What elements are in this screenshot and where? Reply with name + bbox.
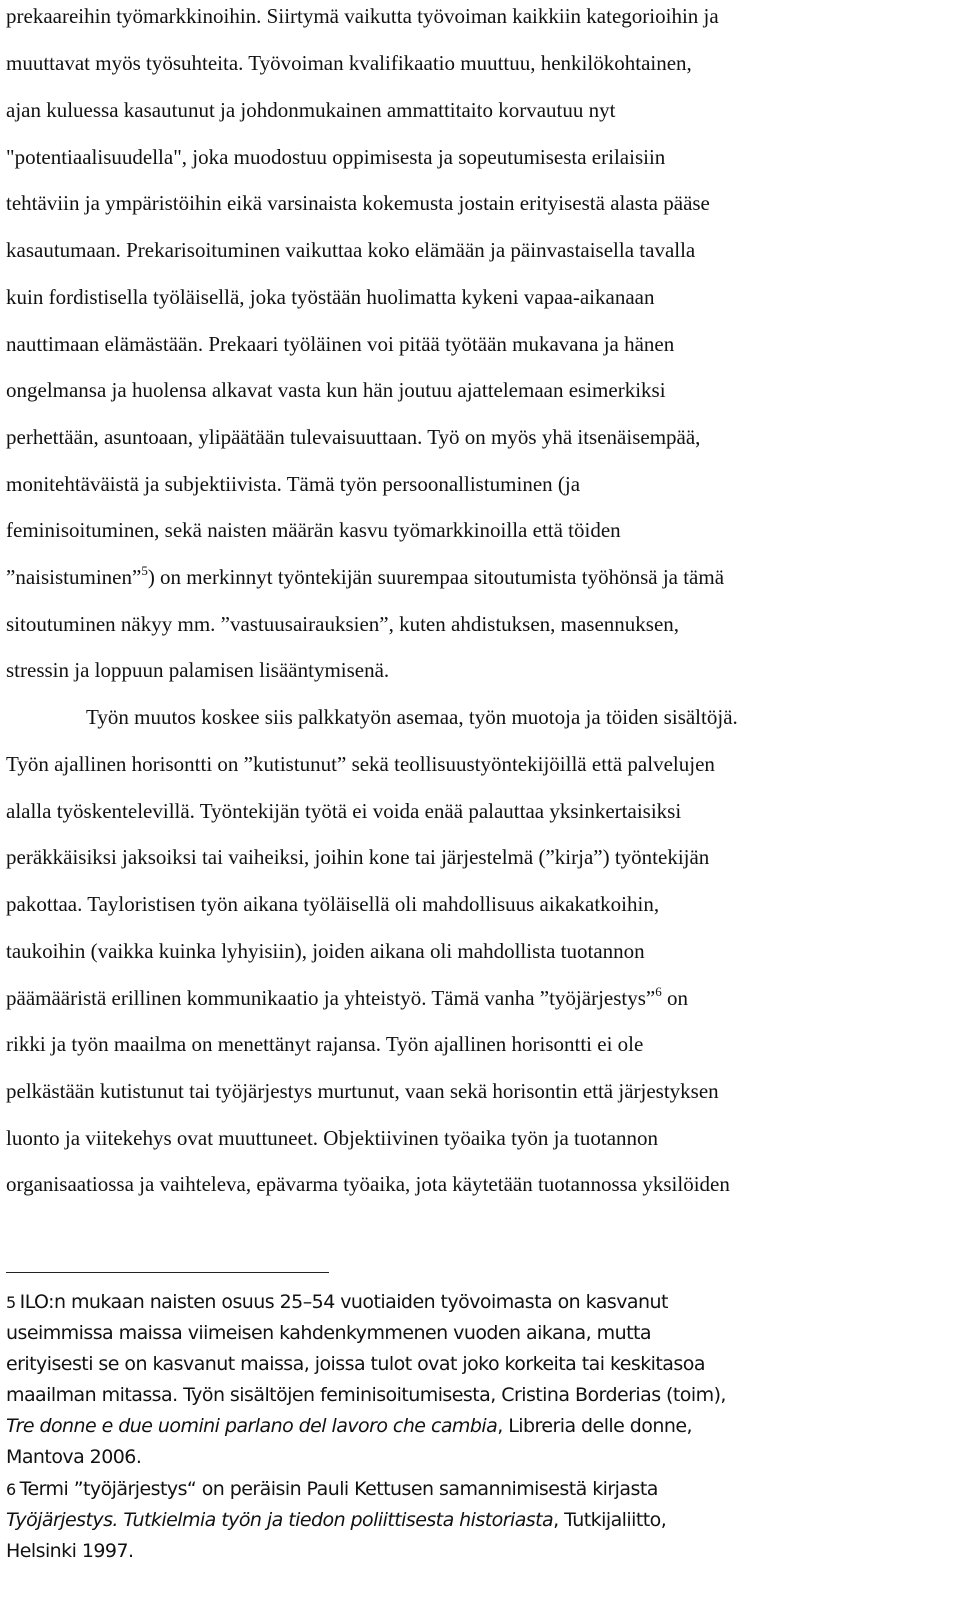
footnote-6-line bbox=[6, 1475, 658, 1504]
text-line: kasautumaan. Prekarisoituminen vaikuttaa koko elämään ja päinvastaisella tavalla bbox=[6, 238, 696, 262]
text-line: luonto ja viitekehys ovat muuttuneet. Objektiivinen työaika työn ja tuotannon bbox=[6, 1126, 659, 1150]
footnote-5-line bbox=[6, 1288, 668, 1317]
footnote-5-line bbox=[6, 1412, 692, 1440]
text-line: taukoihin (vaikka kuinka lyhyisiin), joiden aikana oli mahdollista tuotannon bbox=[6, 939, 645, 963]
text-line: sitoutuminen näkyy mm. ”vastuusairauksien”, kuten ahdistuksen, masennuksen, bbox=[6, 612, 680, 636]
text-line: ajan kuluessa kasautunut ja johdonmukainen ammattitaito korvautuu nyt bbox=[6, 98, 616, 122]
footnote-5-line: useimmissa maissa viimeisen kahdenkymmenen vuoden aikana, mutta bbox=[6, 1322, 651, 1344]
text-line: Työn ajallinen horisontti on ”kutistunut” sekä teollisuustyöntekijöillä että palvelujen bbox=[6, 752, 715, 776]
footnote-number: 5 bbox=[6, 1293, 16, 1312]
text-span: ) on merkinnyt työntekijän suurempaa sitoutumista työhönsä ja tämä bbox=[147, 565, 725, 589]
text-span: on bbox=[661, 986, 688, 1010]
footnote-5-line: maailman mitassa. Työn sisältöjen feminisoitumisesta, Cristina Borderias (toim), bbox=[6, 1384, 726, 1406]
text-line: feminisoituminen, sekä naisten määrän kasvu työmarkkinoilla että töiden bbox=[6, 518, 621, 542]
footnote-6-line bbox=[6, 1506, 666, 1534]
footnote-text: ILO:n mukaan naisten osuus 25–54 vuotiaiden työvoimasta on kasvanut bbox=[19, 1291, 668, 1313]
text-line: monitehtäväistä ja subjektiivista. Tämä työn persoonallistuminen (ja bbox=[6, 472, 581, 496]
footnote-text: , Tutkijaliitto, bbox=[553, 1509, 667, 1531]
text-line: organisaatiossa ja vaihteleva, epävarma työaika, jota käytetään tuotannossa yksilöiden bbox=[6, 1172, 730, 1196]
footnote-number: 6 bbox=[6, 1480, 16, 1499]
footnote-text: Termi ”työjärjestys“ on peräisin Pauli Kettusen samannimisestä kirjasta bbox=[19, 1478, 658, 1500]
footnote-ref-5: 5 bbox=[141, 563, 148, 578]
text-line: tehtäviin ja ympäristöihin eikä varsinaista kokemusta jostain erityisestä alasta pääse bbox=[6, 191, 710, 215]
text-line: ongelmansa ja huolensa alkavat vasta kun hän joutuu ajattelemaan esimerkiksi bbox=[6, 378, 666, 402]
text-line bbox=[6, 563, 724, 591]
text-line bbox=[6, 984, 688, 1012]
text-line: "potentiaalisuudella", joka muodostuu oppimisesta ja sopeutumisesta erilaisiin bbox=[6, 145, 666, 169]
text-line: stressin ja loppuun palamisen lisääntymisenä. bbox=[6, 658, 390, 682]
cited-title: Työjärjestys. Tutkielmia työn ja tiedon poliittisesta historiasta bbox=[6, 1509, 554, 1531]
text-line: nauttimaan elämästään. Prekaari työläinen voi pitää työtään mukavana ja hänen bbox=[6, 332, 675, 356]
text-span: ”naisistuminen” bbox=[6, 565, 142, 589]
text-line: peräkkäisiksi jaksoiksi tai vaiheiksi, joihin kone tai järjestelmä (”kirja”) työntekijän bbox=[6, 845, 710, 869]
text-line: pakottaa. Tayloristisen työn aikana työläisellä oli mahdollisuus aikakatkoihin, bbox=[6, 892, 660, 916]
text-line: alalla työskentelevillä. Työntekijän työtä ei voida enää palauttaa yksinkertaisiksi bbox=[6, 799, 682, 823]
text-line: pelkästään kutistunut tai työjärjestys murtunut, vaan sekä horisontin että järjestyksen bbox=[6, 1079, 719, 1103]
text-line: prekaareihin työmarkkinoihin. Siirtymä vaikutta työvoiman kaikkiin kategorioihin ja bbox=[6, 4, 719, 28]
text-span: päämääristä erillinen kommunikaatio ja yhteistyö. Tämä vanha ”työjärjestys” bbox=[6, 986, 656, 1010]
text-line: kuin fordistisella työläisellä, joka työstään huolimatta kykeni vapaa-aikanaan bbox=[6, 285, 655, 309]
text-line: perhettään, asuntoaan, ylipäätään tulevaisuuttaan. Työ on myös yhä itsenäisempää, bbox=[6, 425, 701, 449]
footnote-6-line: Helsinki 1997. bbox=[6, 1540, 134, 1562]
footnote-5-line: Mantova 2006. bbox=[6, 1446, 142, 1468]
footnote-separator bbox=[6, 1272, 329, 1273]
text-line: muuttavat myös työsuhteita. Työvoiman kvalifikaatio muuttuu, henkilökohtainen, bbox=[6, 51, 692, 75]
cited-title: Tre donne e due uomini parlano del lavoro che cambia bbox=[6, 1415, 498, 1437]
footnote-5-line: erityisesti se on kasvanut maissa, joissa tulot ovat joko korkeita tai keskitasoa bbox=[6, 1353, 705, 1375]
footnote-text: , Libreria delle donne, bbox=[497, 1415, 692, 1437]
text-line: rikki ja työn maailma on menettänyt rajansa. Työn ajallinen horisontti ei ole bbox=[6, 1032, 644, 1056]
paragraph-first-line: Työn muutos koskee siis palkkatyön asemaa, työn muotoja ja töiden sisältöjä. bbox=[86, 705, 738, 729]
footnote-ref-6: 6 bbox=[655, 984, 662, 999]
